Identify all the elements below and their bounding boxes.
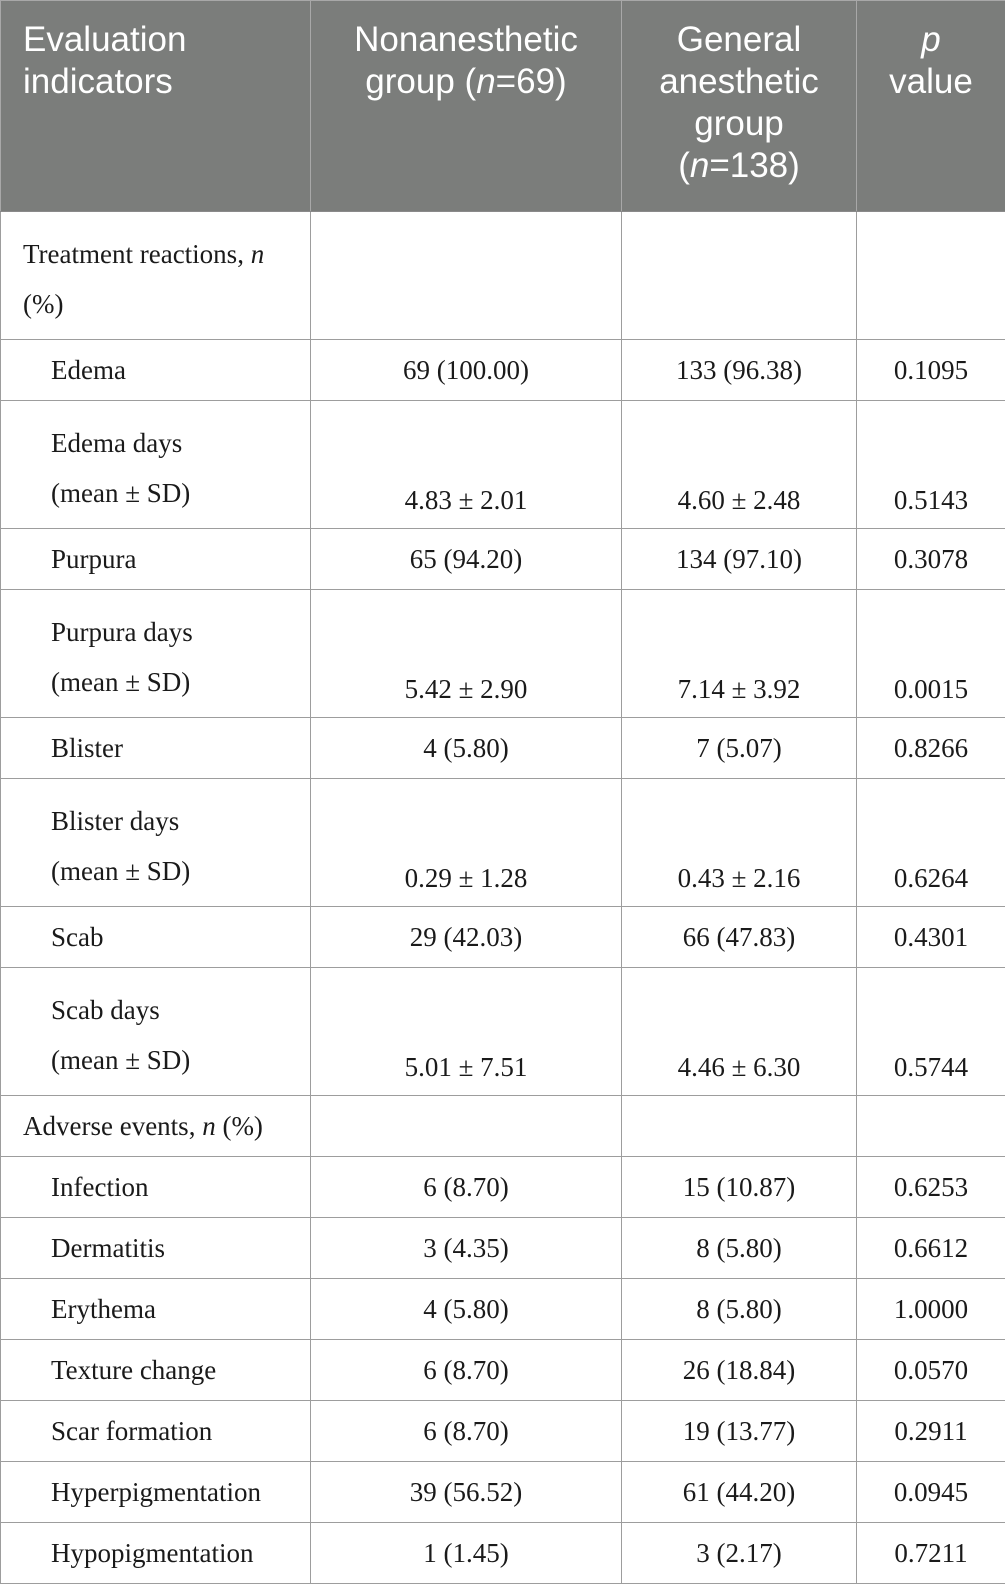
indicator-label: Edema days (mean ± SD)	[1, 401, 311, 529]
p-value: 0.5143	[857, 401, 1005, 529]
general-anesthetic-value: 61 (44.20)	[622, 1462, 857, 1523]
table-row	[1, 1218, 1005, 1279]
p-value: 0.0570	[857, 1340, 1005, 1401]
indicator-label: Texture change	[1, 1340, 311, 1401]
table-row	[1, 1523, 1005, 1584]
table-row	[1, 590, 1005, 718]
general-anesthetic-value: 0.43 ± 2.16	[622, 779, 857, 907]
general-anesthetic-value: 7 (5.07)	[622, 718, 857, 779]
general-anesthetic-value: 4.46 ± 6.30	[622, 968, 857, 1096]
p-value: 0.6612	[857, 1218, 1005, 1279]
nonanesthetic-value: 6 (8.70)	[311, 1401, 622, 1462]
p-value: 0.8266	[857, 718, 1005, 779]
table-row	[1, 1340, 1005, 1401]
nonanesthetic-value: 6 (8.70)	[311, 1340, 622, 1401]
empty-cell	[622, 1096, 857, 1157]
indicator-label: Erythema	[1, 1279, 311, 1340]
table-row	[1, 779, 1005, 907]
header-nonanesthetic-group: Nonanesthetic group (n=69)	[311, 1, 622, 212]
indicator-label: Hypopigmentation	[1, 1523, 311, 1584]
indicator-label: Purpura days (mean ± SD)	[1, 590, 311, 718]
nonanesthetic-value: 5.01 ± 7.51	[311, 968, 622, 1096]
empty-cell	[857, 1096, 1005, 1157]
nonanesthetic-value: 1 (1.45)	[311, 1523, 622, 1584]
indicator-label: Blister days (mean ± SD)	[1, 779, 311, 907]
nonanesthetic-value: 4.83 ± 2.01	[311, 401, 622, 529]
p-value: 0.4301	[857, 907, 1005, 968]
table-row	[1, 1279, 1005, 1340]
general-anesthetic-value: 7.14 ± 3.92	[622, 590, 857, 718]
indicator-label: Blister	[1, 718, 311, 779]
table-row	[1, 1157, 1005, 1218]
nonanesthetic-value: 0.29 ± 1.28	[311, 779, 622, 907]
header-general-anesthetic-group: General anesthetic group (n=138)	[622, 1, 857, 212]
empty-cell	[622, 212, 857, 340]
table-header	[1, 1, 1005, 212]
nonanesthetic-value: 5.42 ± 2.90	[311, 590, 622, 718]
table-row	[1, 1401, 1005, 1462]
p-value: 0.7211	[857, 1523, 1005, 1584]
nonanesthetic-value: 39 (56.52)	[311, 1462, 622, 1523]
nonanesthetic-value: 4 (5.80)	[311, 718, 622, 779]
nonanesthetic-value: 29 (42.03)	[311, 907, 622, 968]
section-row	[1, 1096, 1005, 1157]
p-value: 0.5744	[857, 968, 1005, 1096]
general-anesthetic-value: 134 (97.10)	[622, 529, 857, 590]
indicator-label: Purpura	[1, 529, 311, 590]
table-row	[1, 968, 1005, 1096]
general-anesthetic-value: 4.60 ± 2.48	[622, 401, 857, 529]
table-row	[1, 907, 1005, 968]
indicator-label: Scab	[1, 907, 311, 968]
general-anesthetic-value: 8 (5.80)	[622, 1279, 857, 1340]
general-anesthetic-value: 66 (47.83)	[622, 907, 857, 968]
indicator-label: Dermatitis	[1, 1218, 311, 1279]
p-value: 0.6264	[857, 779, 1005, 907]
nonanesthetic-value: 65 (94.20)	[311, 529, 622, 590]
nonanesthetic-value: 4 (5.80)	[311, 1279, 622, 1340]
header-row	[1, 1, 1005, 212]
indicator-label: Edema	[1, 340, 311, 401]
table-row	[1, 529, 1005, 590]
table-body	[1, 212, 1005, 1584]
empty-cell	[311, 212, 622, 340]
indicator-label: Infection	[1, 1157, 311, 1218]
general-anesthetic-value: 15 (10.87)	[622, 1157, 857, 1218]
table-row	[1, 340, 1005, 401]
section-title: Adverse events, n (%)	[1, 1096, 311, 1157]
nonanesthetic-value: 3 (4.35)	[311, 1218, 622, 1279]
indicator-label: Scab days (mean ± SD)	[1, 968, 311, 1096]
p-value: 1.0000	[857, 1279, 1005, 1340]
table-row	[1, 1462, 1005, 1523]
indicator-label: Scar formation	[1, 1401, 311, 1462]
p-value: 0.0945	[857, 1462, 1005, 1523]
general-anesthetic-value: 8 (5.80)	[622, 1218, 857, 1279]
p-value: 0.1095	[857, 340, 1005, 401]
general-anesthetic-value: 133 (96.38)	[622, 340, 857, 401]
p-value: 0.6253	[857, 1157, 1005, 1218]
general-anesthetic-value: 3 (2.17)	[622, 1523, 857, 1584]
table-row	[1, 401, 1005, 529]
p-value: 0.3078	[857, 529, 1005, 590]
p-value: 0.2911	[857, 1401, 1005, 1462]
indicator-label: Hyperpigmentation	[1, 1462, 311, 1523]
empty-cell	[857, 212, 1005, 340]
table-row	[1, 718, 1005, 779]
p-value: 0.0015	[857, 590, 1005, 718]
nonanesthetic-value: 69 (100.00)	[311, 340, 622, 401]
general-anesthetic-value: 19 (13.77)	[622, 1401, 857, 1462]
header-p-value: p value	[857, 1, 1005, 212]
header-evaluation-indicators: Evaluation indicators	[1, 1, 311, 212]
general-anesthetic-value: 26 (18.84)	[622, 1340, 857, 1401]
nonanesthetic-value: 6 (8.70)	[311, 1157, 622, 1218]
section-title: Treatment reactions, n (%)	[1, 212, 311, 340]
empty-cell	[311, 1096, 622, 1157]
section-row	[1, 212, 1005, 340]
